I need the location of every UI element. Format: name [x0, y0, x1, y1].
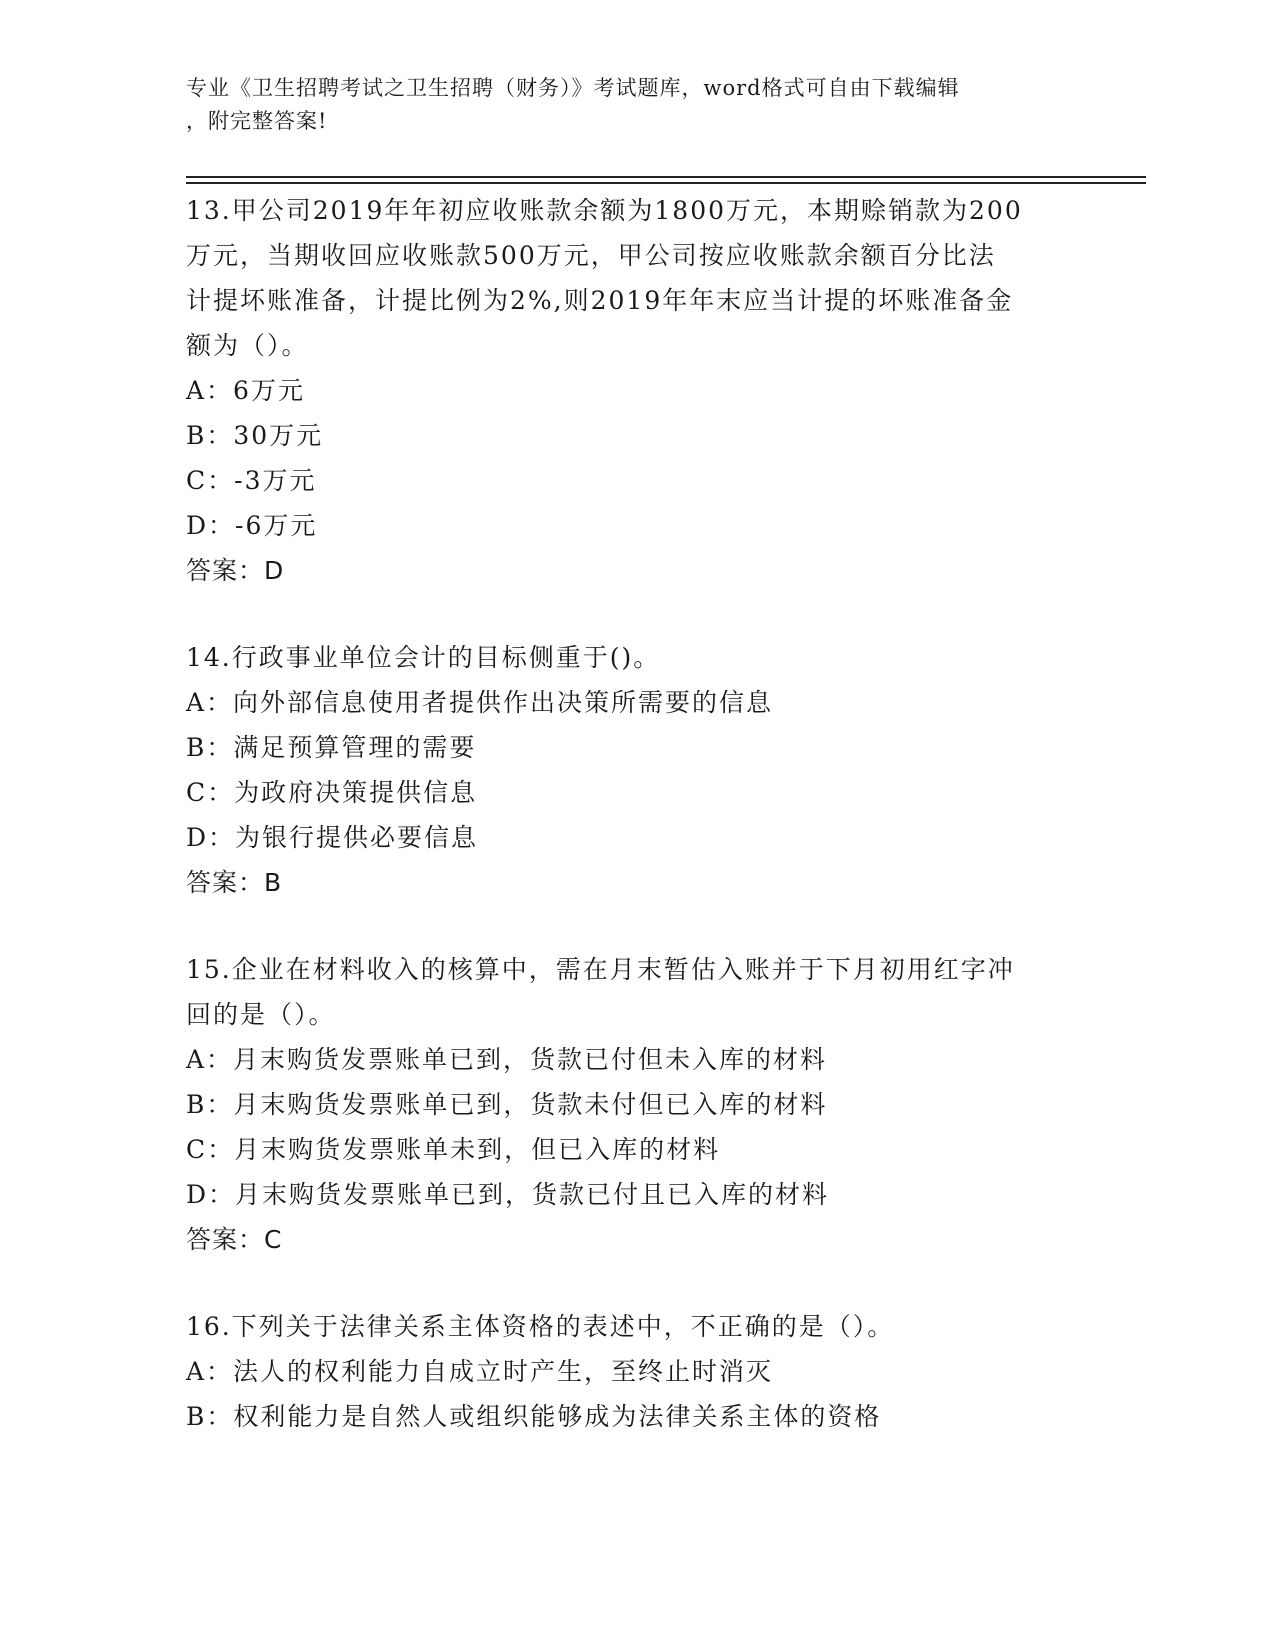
- stem-line: 13.甲公司2019年年初应收账款余额为1800万元，本期赊销款为200: [186, 196, 1023, 225]
- header-rule-top: [186, 176, 1146, 178]
- question-stem: [186, 947, 1086, 1037]
- question-list: [186, 188, 1086, 1481]
- option-a: A：6万元: [186, 376, 305, 405]
- stem-line: 14.行政事业单位会计的目标侧重于()。: [186, 643, 661, 672]
- stem-line: 万元，当期收回应收账款500万元，甲公司按应收账款余额百分比法: [186, 241, 996, 270]
- option-b: B：权利能力是自然人或组织能够成为法律关系主体的资格: [186, 1402, 882, 1431]
- stem-line: 额为（）。: [186, 331, 309, 360]
- option-b: B：满足预算管理的需要: [186, 733, 477, 762]
- stem-line: 15.企业在材料收入的核算中，需在月末暂估入账并于下月初用红字冲: [186, 955, 1015, 984]
- question-stem: [186, 1304, 1086, 1349]
- question-15: [186, 947, 1086, 1262]
- question-13: [186, 188, 1086, 593]
- question-16: [186, 1304, 1086, 1439]
- answer-line: 答案：C: [186, 1225, 283, 1254]
- answer-line: 答案：B: [186, 868, 283, 897]
- option-d: D：月末购货发票账单已到，货款已付且已入库的材料: [186, 1180, 830, 1209]
- question-stem: [186, 188, 1086, 368]
- option-b: B：月末购货发票账单已到，货款未付但已入库的材料: [186, 1090, 828, 1119]
- header-rule-bottom: [186, 182, 1146, 184]
- document-header: [186, 72, 1086, 138]
- option-c: C：-3万元: [186, 466, 317, 495]
- option-d: D：为银行提供必要信息: [186, 823, 479, 852]
- stem-line: 16.下列关于法律关系主体资格的表述中，不正确的是（）。: [186, 1312, 895, 1341]
- option-a: A：法人的权利能力自成立时产生，至终止时消灭: [186, 1357, 774, 1386]
- stem-line: 计提坏账准备，计提比例为2%,则2019年年末应当计提的坏账准备金: [186, 286, 1014, 315]
- question-14: [186, 635, 1086, 905]
- option-c: C：为政府决策提供信息: [186, 778, 478, 807]
- option-c: C：月末购货发票账单未到，但已入库的材料: [186, 1135, 721, 1164]
- option-d: D：-6万元: [186, 511, 318, 540]
- header-line-2: ，附完整答案!: [186, 109, 328, 133]
- header-line-1: 专业《卫生招聘考试之卫生招聘（财务）》考试题库，word格式可自由下载编辑: [186, 76, 960, 100]
- answer-line: 答案：D: [186, 556, 285, 585]
- question-stem: [186, 635, 1086, 680]
- stem-line: 回的是（）。: [186, 1000, 336, 1029]
- option-b: B：30万元: [186, 421, 324, 450]
- option-a: A：月末购货发票账单已到，货款已付但未入库的材料: [186, 1045, 828, 1074]
- option-a: A：向外部信息使用者提供作出决策所需要的信息: [186, 688, 774, 717]
